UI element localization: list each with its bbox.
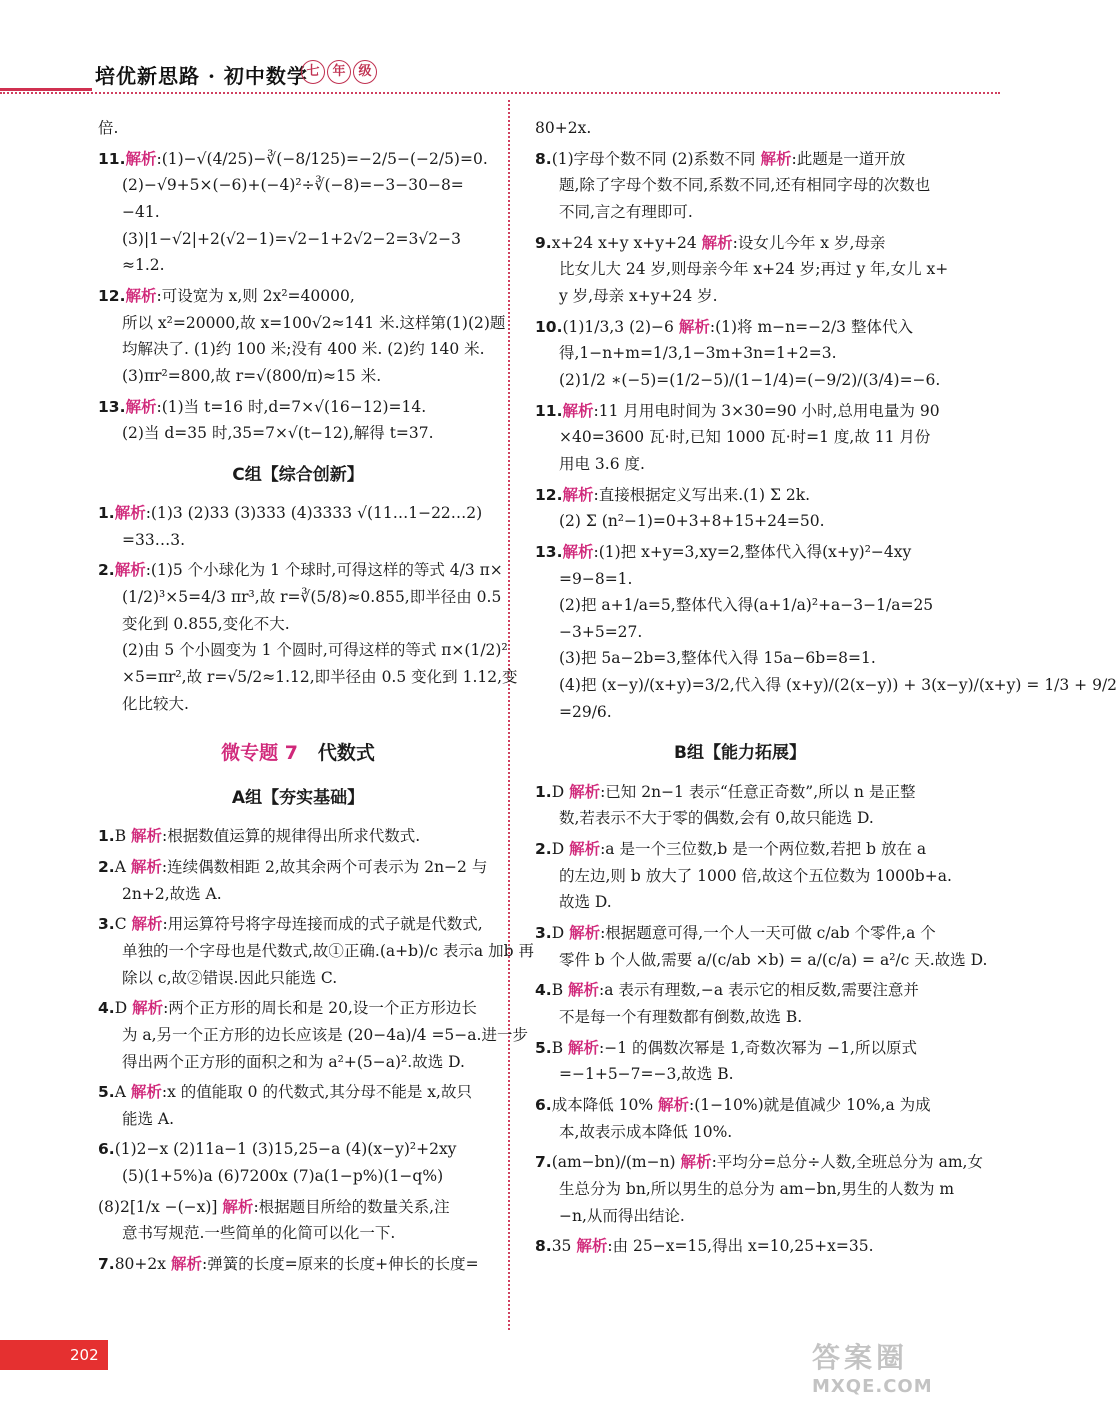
answer-line [535, 451, 945, 478]
analysis-label: 解析 [568, 1038, 600, 1057]
line-text: 不同,言之有理即可. [559, 202, 693, 221]
line-text: 化比较大. [122, 694, 189, 713]
line-text: (1)2−x (2)11a−1 (3)15,25−a (4)(x−y)²+2xy [114, 1140, 457, 1159]
question-number: 4. [98, 999, 115, 1018]
analysis-label: 解析 [132, 999, 164, 1018]
analysis-label: 解析 [125, 286, 157, 305]
answer-line [535, 805, 945, 832]
answer-line [535, 1004, 945, 1031]
line-text: (3)πr²=800,故 r=√(800/π)≈15 米. [122, 366, 382, 385]
answer-line [535, 115, 945, 142]
answer-line [535, 424, 945, 451]
grade-badge: 七 [301, 60, 325, 84]
analysis-label: 解析 [680, 1153, 712, 1172]
line-text: (2)由 5 个小圆变为 1 个圆时,可得这样的等式 π×(1/2)² [122, 641, 508, 660]
analysis-label: 解析 [569, 923, 601, 942]
answer-item [535, 1149, 983, 1229]
line-text: (2) Σ (n²−1)=0+3+8+15+24=50. [559, 512, 825, 531]
line-text: (2)把 a+1/a=5,整体代入得(a+1/a)²+a−3−1/a=25 [559, 596, 934, 615]
question-number: 5. [535, 1038, 552, 1057]
answer-item [535, 920, 988, 973]
line-text: :平均分=总分÷人数,全班总分为 am,女 [711, 1153, 983, 1172]
line-text: :用运算符号将字母连接而成的式子就是代数式, [162, 915, 483, 934]
answer-line [535, 1061, 945, 1088]
answer-item [98, 500, 498, 553]
answer-line [98, 1136, 498, 1163]
line-text: 的左边,则 b 放大了 1000 倍,故这个五位数为 1000b+a. [559, 866, 952, 885]
line-text: 均解决了. (1)约 100 米;没有 400 米. (2)约 140 米. [122, 340, 485, 359]
answer-line [535, 619, 945, 646]
analysis-label: 解析 [125, 397, 157, 416]
answer-line [98, 363, 498, 390]
line-text: :此题是一道开放 [791, 149, 906, 168]
watermark-url: MXQE.COM [812, 1376, 933, 1397]
line-text: :设女儿今年 x 岁,母亲 [732, 233, 886, 252]
answer-line [535, 566, 945, 593]
answer-line [98, 881, 498, 908]
answer-line [98, 1251, 498, 1278]
answer-line [98, 146, 498, 173]
line-text: 不是每一个有理数都有倒数,故选 B. [559, 1007, 803, 1026]
book-title: 培优新思路 · 初中数学 [95, 64, 308, 88]
answer-line [535, 645, 945, 672]
answer-text: B [114, 827, 127, 846]
answer-text: A [114, 1083, 126, 1102]
line-text: 变化到 0.855,变化不大. [122, 614, 290, 633]
answer-line [535, 1176, 955, 1203]
answer-item [98, 1194, 498, 1247]
answer-text: A [114, 857, 126, 876]
analysis-label: 解析 [658, 1095, 690, 1114]
answer-line [98, 611, 498, 638]
section-heading-b: B组【能力拓展】 [674, 743, 806, 764]
question-number: 8. [535, 1237, 552, 1256]
answer-line [535, 889, 945, 916]
grade-badges [301, 60, 377, 84]
line-text: :(1−10%)就是值减少 10%,a 为成 [689, 1095, 931, 1114]
question-number: 1. [535, 782, 552, 801]
analysis-label: 解析 [114, 504, 146, 523]
answer-item [98, 911, 534, 991]
answer-text: (am−bn)/(m−n) [551, 1153, 676, 1172]
question-number: 2. [98, 857, 115, 876]
analysis-label: 解析 [130, 857, 162, 876]
topic-name: 代数式 [317, 742, 375, 765]
section-heading-a: A组【夯实基础】 [231, 788, 365, 809]
answer-text: B [551, 981, 564, 1000]
answer-text: (8)2[1/x −(−x)] [98, 1197, 218, 1216]
answer-line [535, 1119, 945, 1146]
answer-item [98, 1251, 498, 1278]
line-text: :11 月用电时间为 3×30=90 小时,总用电量为 90 [593, 401, 940, 420]
answer-line [98, 115, 498, 142]
topic-heading [98, 737, 498, 770]
question-number: 11. [98, 149, 126, 168]
line-text: (4)把 (x−y)/(x+y)=3/2,代入得 (x+y)/(2(x−y)) + 3(x−y)/(x+y) = 1/3 + 9/2 [559, 676, 1117, 695]
answer-line [98, 637, 508, 664]
line-text: 得,1−n+m=1/3,1−3m+3n=1+2=3. [559, 344, 837, 363]
analysis-label: 解析 [222, 1197, 254, 1216]
analysis-label: 解析 [569, 782, 601, 801]
answer-line [98, 394, 498, 421]
line-text: (3)|1−√2|+2(√2−1)=√2−1+2√2−2=3√2−3 [122, 229, 461, 248]
line-text: (2)1/2 ∗(−5)=(1/2−5)/(1−1/4)=(−9/2)/(3/4)=−6. [559, 370, 941, 389]
analysis-label: 解析 [562, 401, 594, 420]
answer-line [535, 283, 945, 310]
answer-item [535, 1035, 945, 1088]
line-text: :−1 的偶数次幂是 1,奇数次幂为 −1,所以原式 [599, 1038, 917, 1057]
answer-line [535, 508, 945, 535]
answer-item [98, 557, 518, 717]
answer-item [535, 230, 949, 310]
answer-line [98, 527, 498, 554]
line-text: :可设宽为 x,则 2x²=40000, [156, 286, 355, 305]
analysis-label: 解析 [569, 839, 601, 858]
question-number: 5. [98, 1083, 115, 1102]
answer-line [535, 836, 945, 863]
page-number: 202 [70, 1346, 99, 1364]
answer-line [535, 977, 945, 1004]
line-text: 意书写规范.一些简单的化简可以化一下. [122, 1224, 396, 1243]
answer-item [98, 854, 498, 907]
answer-line [98, 420, 498, 447]
watermark-logo [812, 1336, 992, 1402]
line-text: 生总分为 bn,所以男生的总分为 am−bn,男生的人数为 m [559, 1179, 955, 1198]
line-text: (2)当 d=35 时,35=7×√(t−12),解得 t=37. [122, 424, 434, 443]
answer-text: D [551, 923, 565, 942]
answer-text: C [114, 915, 127, 934]
right-column [535, 115, 1117, 1264]
header-accent-bar [0, 88, 92, 91]
answer-line [98, 691, 498, 718]
question-number: 11. [535, 401, 563, 420]
question-number: 2. [98, 561, 115, 580]
answer-line [98, 226, 498, 253]
line-text: 零件 b 个人做,需要 a/(c/ab ×b) = a/(c/a) = a²/c 天.故选 D. [559, 950, 988, 969]
line-text: 得出两个正方形的面积之和为 a²+(5−a)².故选 D. [122, 1052, 465, 1071]
question-number: 12. [98, 286, 126, 305]
answer-item [535, 836, 952, 916]
answer-text: D [551, 839, 565, 858]
column-divider [508, 100, 510, 1330]
answer-line [535, 947, 988, 974]
answer-item [98, 283, 506, 390]
answer-line [98, 995, 498, 1022]
answer-line [535, 256, 949, 283]
answer-line [98, 911, 498, 938]
answer-line [98, 823, 498, 850]
topic-number: 微专题 7 [221, 742, 298, 765]
line-text: 比女儿大 24 岁,则母亲今年 x+24 岁;再过 y 年,女儿 x+ [559, 260, 949, 279]
answer-line [98, 664, 518, 691]
line-text: 题,除了字母个数不同,系数不同,还有相同字母的次数也 [559, 176, 931, 195]
answer-line [535, 672, 1117, 699]
grade-badge: 年 [327, 60, 351, 84]
answer-line [98, 1079, 498, 1106]
line-text: :(1)当 t=16 时,d=7×√(16−12)=14. [156, 397, 427, 416]
line-text: 能选 A. [122, 1109, 175, 1128]
answer-line [535, 1035, 945, 1062]
answer-line [98, 1194, 498, 1221]
line-text: (3)把 5a−2b=3,整体代入得 15a−6b=8=1. [559, 649, 876, 668]
analysis-label: 解析 [678, 317, 710, 336]
answer-item [98, 1136, 498, 1189]
line-text: ×40=3600 瓦·时,已知 1000 瓦·时=1 度,故 11 月份 [559, 428, 931, 447]
answer-line [535, 398, 945, 425]
line-text: (2)−√9+5×(−6)+(−4)²÷∛(−8)=−3−30−8= [122, 176, 464, 195]
answer-line [535, 199, 945, 226]
left-column [98, 115, 534, 1282]
answer-line [535, 779, 945, 806]
question-number: 12. [535, 485, 563, 504]
line-text: :弹簧的长度=原来的长度+伸长的长度= [201, 1255, 479, 1274]
question-number: 3. [98, 915, 115, 934]
watermark-text: 答案圈 [812, 1341, 909, 1374]
answer-line [535, 482, 945, 509]
line-text: (5)(1+5%)a (6)7200x (7)a(1−p%)(1−q%) [122, 1167, 444, 1186]
answer-line [98, 1049, 498, 1076]
answer-item [535, 1233, 945, 1260]
analysis-label: 解析 [114, 561, 146, 580]
question-number: 6. [98, 1140, 115, 1159]
answer-line [98, 965, 498, 992]
answer-item [535, 539, 1117, 726]
answer-item [98, 1079, 498, 1132]
answer-line [535, 230, 945, 257]
answer-line [535, 592, 945, 619]
page-number-bar [0, 1340, 108, 1370]
analysis-label: 解析 [125, 149, 157, 168]
answer-text: 成本降低 10% [551, 1095, 654, 1114]
answer-line [98, 557, 503, 584]
answer-item [98, 146, 498, 279]
line-text: :(1)把 x+y=3,xy=2,整体代入得(x+y)²−4xy [593, 542, 912, 561]
line-text: −3+5=27. [559, 622, 643, 641]
analysis-label: 解析 [170, 1255, 202, 1274]
question-number: 6. [535, 1095, 552, 1114]
analysis-label: 解析 [701, 233, 733, 252]
answer-item [535, 1092, 945, 1145]
line-text: :(1)3 (2)33 (3)333 (4)3333 √(11…1−22…2) [145, 504, 483, 523]
analysis-label: 解析 [131, 915, 163, 934]
answer-line [98, 310, 506, 337]
analysis-label: 解析 [760, 149, 792, 168]
grade-badge: 级 [353, 60, 377, 84]
question-number: 8. [535, 149, 552, 168]
answer-line [98, 283, 498, 310]
answer-text: 80+2x [114, 1255, 167, 1274]
line-text: 2n+2,故选 A. [122, 884, 222, 903]
answer-item [535, 398, 945, 478]
answer-item [535, 115, 945, 142]
line-text: :根据题目所给的数量关系,注 [253, 1197, 450, 1216]
answer-line [535, 699, 945, 726]
answer-text: (1)1/3,3 (2)−6 [562, 317, 674, 336]
line-text: =29/6. [559, 702, 612, 721]
answer-text: D [114, 999, 128, 1018]
answer-line [98, 172, 498, 199]
answer-line [535, 340, 945, 367]
analysis-label: 解析 [576, 1237, 608, 1256]
answer-line [98, 854, 498, 881]
analysis-label: 解析 [562, 485, 594, 504]
answer-line [98, 252, 498, 279]
answer-line [535, 539, 945, 566]
line-text: :两个正方形的周长和是 20,设一个正方形边长 [163, 999, 477, 1018]
answer-item [535, 779, 945, 832]
line-text: 用电 3.6 度. [559, 454, 645, 473]
question-number: 7. [535, 1153, 552, 1172]
answer-item [535, 146, 945, 226]
line-text: :(1)−√(4/25)−∛(−8/125)=−2/5−(−2/5)=0. [156, 149, 488, 168]
question-number: 13. [535, 542, 563, 561]
answer-line [535, 1233, 945, 1260]
analysis-label: 解析 [568, 981, 600, 1000]
question-number: 3. [535, 923, 552, 942]
answer-text: x+24 x+y x+y+24 [551, 233, 697, 252]
line-text: 数,若表示不大于零的偶数,会有 0,故只能选 D. [559, 809, 874, 828]
answer-line [535, 314, 945, 341]
line-text: :已知 2n−1 表示“任意正奇数”,所以 n 是正整 [600, 782, 916, 801]
answer-line [535, 1203, 945, 1230]
answer-line [535, 1092, 945, 1119]
question-number: 10. [535, 317, 563, 336]
answer-text: 35 [551, 1237, 572, 1256]
line-text: :直接根据定义写出来.(1) Σ 2k. [593, 485, 811, 504]
line-text: :(1)5 个小球化为 1 个球时,可得这样的等式 4/3 π× [145, 561, 503, 580]
line-text: :连续偶数相距 2,故其余两个可表示为 2n−2 与 [161, 857, 488, 876]
line-text: 除以 c,故②错误.因此只能选 C. [122, 968, 338, 987]
line-text: 故选 D. [559, 893, 612, 912]
line-text: y 岁,母亲 x+y+24 岁. [559, 286, 718, 305]
question-number: 2. [535, 839, 552, 858]
answer-line [98, 1106, 498, 1133]
answer-line [98, 1163, 498, 1190]
section-heading-c: C组【综合创新】 [232, 464, 364, 485]
line-text: ≈1.2. [122, 256, 165, 275]
line-text: =33…3. [122, 530, 185, 549]
line-text: (1/2)³×5=4/3 πr³,故 r=∛(5/8)≈0.855,即半径由 0.5 [122, 588, 502, 607]
line-text: 单独的一个字母也是代数式,故①正确.(a+b)/c 表示a 加b 再 [122, 941, 534, 960]
answer-item [98, 394, 498, 447]
answer-line [98, 1022, 528, 1049]
line-text: 倍. [98, 119, 119, 137]
answer-text: D [551, 782, 565, 801]
answer-item [98, 115, 498, 142]
answer-text: B [551, 1038, 564, 1057]
line-text: −n,从而得出结论. [559, 1206, 685, 1225]
line-text: :a 是一个三位数,b 是一个两位数,若把 b 放在 a [600, 839, 927, 858]
header-dotted-line [0, 92, 1000, 94]
line-text: 本,故表示成本降低 10%. [559, 1122, 733, 1141]
line-text: :a 表示有理数,−a 表示它的相反数,需要注意并 [599, 981, 919, 1000]
question-number: 1. [98, 504, 115, 523]
analysis-label: 解析 [562, 542, 594, 561]
answer-line [535, 146, 945, 173]
line-text: ×5=πr²,故 r=√5/2≈1.12,即半径由 0.5 变化到 1.12,变 [122, 668, 518, 687]
line-text: 为 a,另一个正方形的边长应该是 (20−4a)/4 =5−a.进一步 [122, 1025, 528, 1044]
line-text: :(1)将 m−n=−2/3 整体代入 [709, 317, 913, 336]
line-text: 所以 x²=20000,故 x=100√2≈141 米.这样第(1)(2)题 [122, 313, 506, 332]
line-text: :由 25−x=15,得出 x=10,25+x=35. [607, 1237, 874, 1256]
question-number: 1. [98, 827, 115, 846]
answer-line [535, 863, 952, 890]
line-text: :x 的值能取 0 的代数式,其分母不能是 x,故只 [161, 1083, 472, 1102]
answer-item [535, 482, 945, 535]
line-text: 80+2x. [535, 119, 592, 137]
line-text: −41. [122, 202, 160, 221]
answer-item [98, 823, 498, 850]
answer-line [98, 500, 498, 527]
line-text: =9−8=1. [559, 569, 633, 588]
analysis-label: 解析 [131, 827, 163, 846]
question-number: 7. [98, 1255, 115, 1274]
answer-line [535, 1149, 983, 1176]
question-number: 4. [535, 981, 552, 1000]
line-text: =−1+5−7=−3,故选 B. [559, 1065, 734, 1084]
answer-item [535, 314, 945, 394]
answer-line [98, 1220, 498, 1247]
answer-item [535, 977, 945, 1030]
question-number: 13. [98, 397, 126, 416]
page-header [0, 0, 1000, 100]
analysis-label: 解析 [130, 1083, 162, 1102]
answer-line [98, 336, 498, 363]
answer-line [535, 172, 945, 199]
answer-line [535, 920, 945, 947]
answer-line [98, 199, 498, 226]
answer-item [98, 995, 528, 1075]
line-text: :根据题意可得,一个人一天可做 c/ab 个零件,a 个 [600, 923, 936, 942]
question-number: 9. [535, 233, 552, 252]
line-text: :根据数值运算的规律得出所求代数式. [162, 827, 421, 846]
answer-line [98, 938, 534, 965]
answer-line [535, 367, 945, 394]
answer-text: (1)字母个数不同 (2)系数不同 [551, 149, 756, 168]
answer-line [98, 584, 502, 611]
